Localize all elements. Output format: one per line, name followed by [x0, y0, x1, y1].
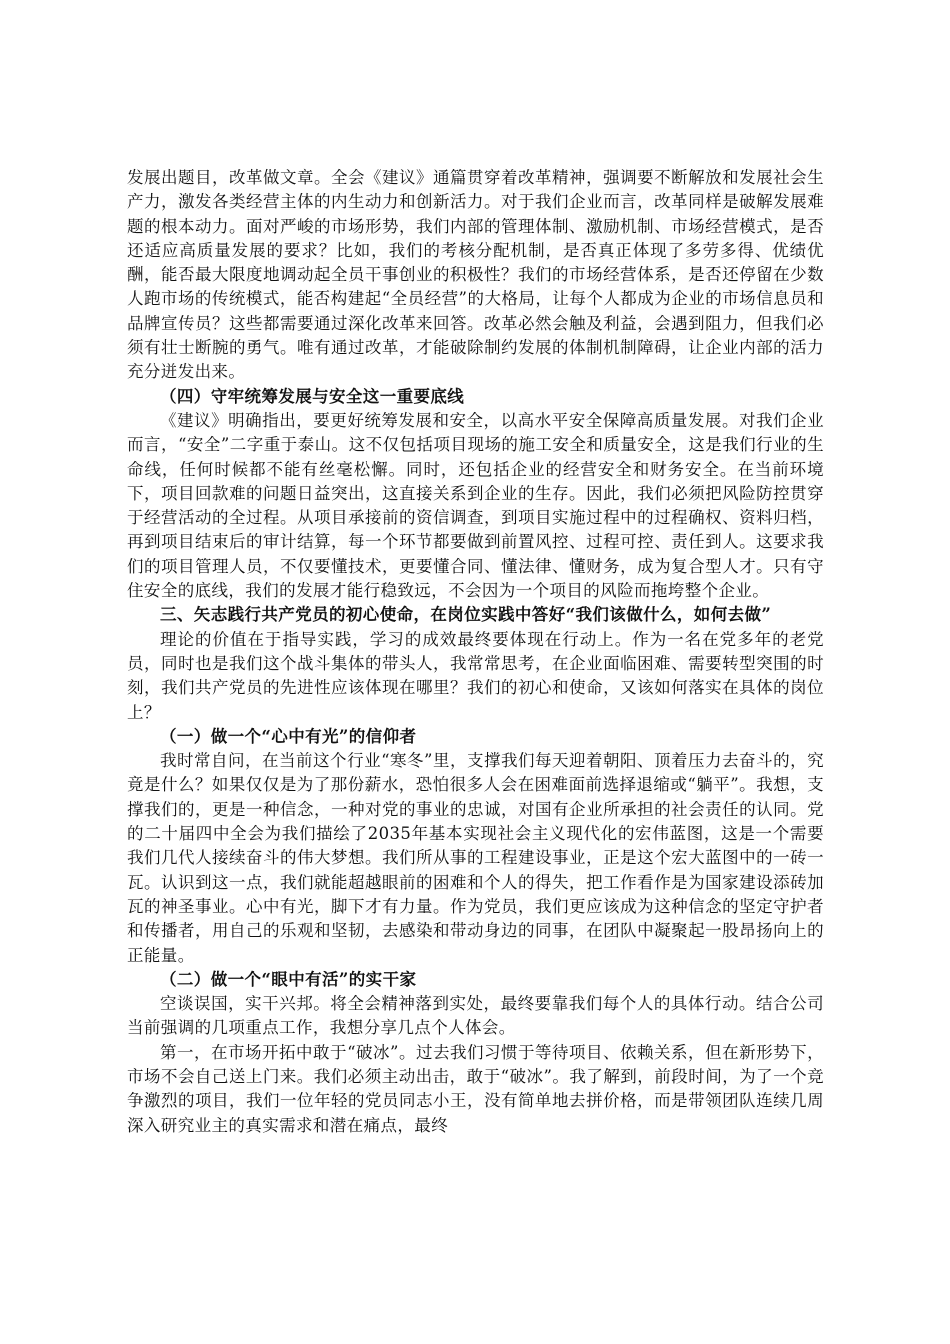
paragraph-market-ice-breaking: 第一，在市场开拓中敢于“破冰”。过去我们习惯于等待项目、依赖关系，但在新形势下，市场不会自己送上门来。我们必须主动出击，敢于“破冰”。我了解到，前段时间，为了一个竞争激烈的项目，我们一位年轻的党员同志小王，没有简单地去拼价格，而是带领团队连续几周深入研究业主的真实需求和潜在痛点，最终	[127, 1042, 824, 1135]
paragraph-security: 《建议》明确指出，要更好统筹发展和安全，以高水平安全保障高质量发展。对我们企业而言，“安全”二字重于泰山。这不仅包括项目现场的施工安全和质量安全，这是我们行业的生命线，任何时候都不能有丝毫松懈。同时，还包括企业的经营安全和财务安全。在当前环境下，项目回款难的问题日益突出，这直接关系到企业的生存。因此，我们必须把风险防控贯穿于经营活动的全过程。从项目承接前的资信调查，到项目实施过程中的过程确权、资料归档，再到项目结束后的审计结算，每一个环节都要做到前置风控、过程可控、责任到人。这要求我们的项目管理人员，不仅要懂技术，更要懂合同、懂法律、懂财务，成为复合型人才。只有守住安全的底线，我们的发展才能行稳致远，不会因为一个项目的风险而拖垮整个企业。	[127, 410, 824, 601]
section-heading-mission: 三、矢志践行共产党员的初心使命，在岗位实践中答好“我们该做什么，如何去做”	[160, 605, 772, 625]
paragraph-reform: 发展出题目，改革做文章。全会《建议》通篇贯穿着改革精神，强调要不断解放和发展社会生产力，激发各类经营主体的内生动力和创新活力。对于我们企业而言，改革同样是破解发展难题的根本动力。面对严峻的市场形势，我们内部的管理体制、激励机制、市场经营模式，是否还适应高质量发展的要求？比如，我们的考核分配机制，是否真正体现了多劳多得、优绩优酬，能否最大限度地调动起全员干事创业的积极性？我们的市场经营体系，是否还停留在少数人跑市场的传统模式，能否构建起“全员经营”的大格局，让每个人都成为企业的市场信息员和品牌宣传员？这些都需要通过深化改革来回答。改革必然会触及利益，会遇到阻力，但我们必须有壮士断腕的勇气。唯有通过改革，才能破除制约发展的体制机制障碍，让企业内部的活力充分迸发出来。	[127, 168, 824, 382]
heading-doer: （二）做一个“眼中有活”的实干家	[160, 969, 417, 989]
document-page	[127, 166, 824, 1138]
heading-believer: （一）做一个“心中有光”的信仰者	[160, 726, 417, 746]
heading-security-bottom-line: （四）守牢统筹发展与安全这一重要底线	[160, 386, 465, 406]
paragraph-belief: 我时常自问，在当前这个行业“寒冬”里，支撑我们每天迎着朝阳、顶着压力去奋斗的，究竟是什么？如果仅仅是为了那份薪水，恐怕很多人会在困难面前选择退缩或“躺平”。我想，支撑我们的，更是一种信念，一种对党的事业的忠诚，对国有企业所承担的社会责任的认同。党的二十届四中全会为我们描绘了2035年基本实现社会主义现代化的宏伟蓝图，这是一个需要我们几代人接续奋斗的伟大梦想。我们所从事的工程建设事业，正是这个宏大蓝图中的一砖一瓦。认识到这一点，我们就能超越眼前的困难和个人的得失，把工作看作是为国家建设添砖加瓦的神圣事业。心中有光，脚下才有力量。作为党员，我们更应该成为这种信念的坚定守护者和传播者，用自己的乐观和坚韧，去感染和带动身边的同事，在团队中凝聚起一股昂扬向上的正能量。	[127, 751, 824, 965]
paragraph-theory-practice: 理论的价值在于指导实践，学习的成效最终要体现在行动上。作为一名在党多年的老党员，同时也是我们这个战斗集体的带头人，我常常思考，在企业面临困难、需要转型突围的时刻，我们共产党员的先进性应该体现在哪里？我们的初心和使命，又该如何落实在具体的岗位上？	[127, 629, 824, 722]
paragraph-action: 空谈误国，实干兴邦。将全会精神落到实处，最终要靠我们每个人的具体行动。结合公司当前强调的几项重点工作，我想分享几点个人体会。	[127, 994, 824, 1038]
